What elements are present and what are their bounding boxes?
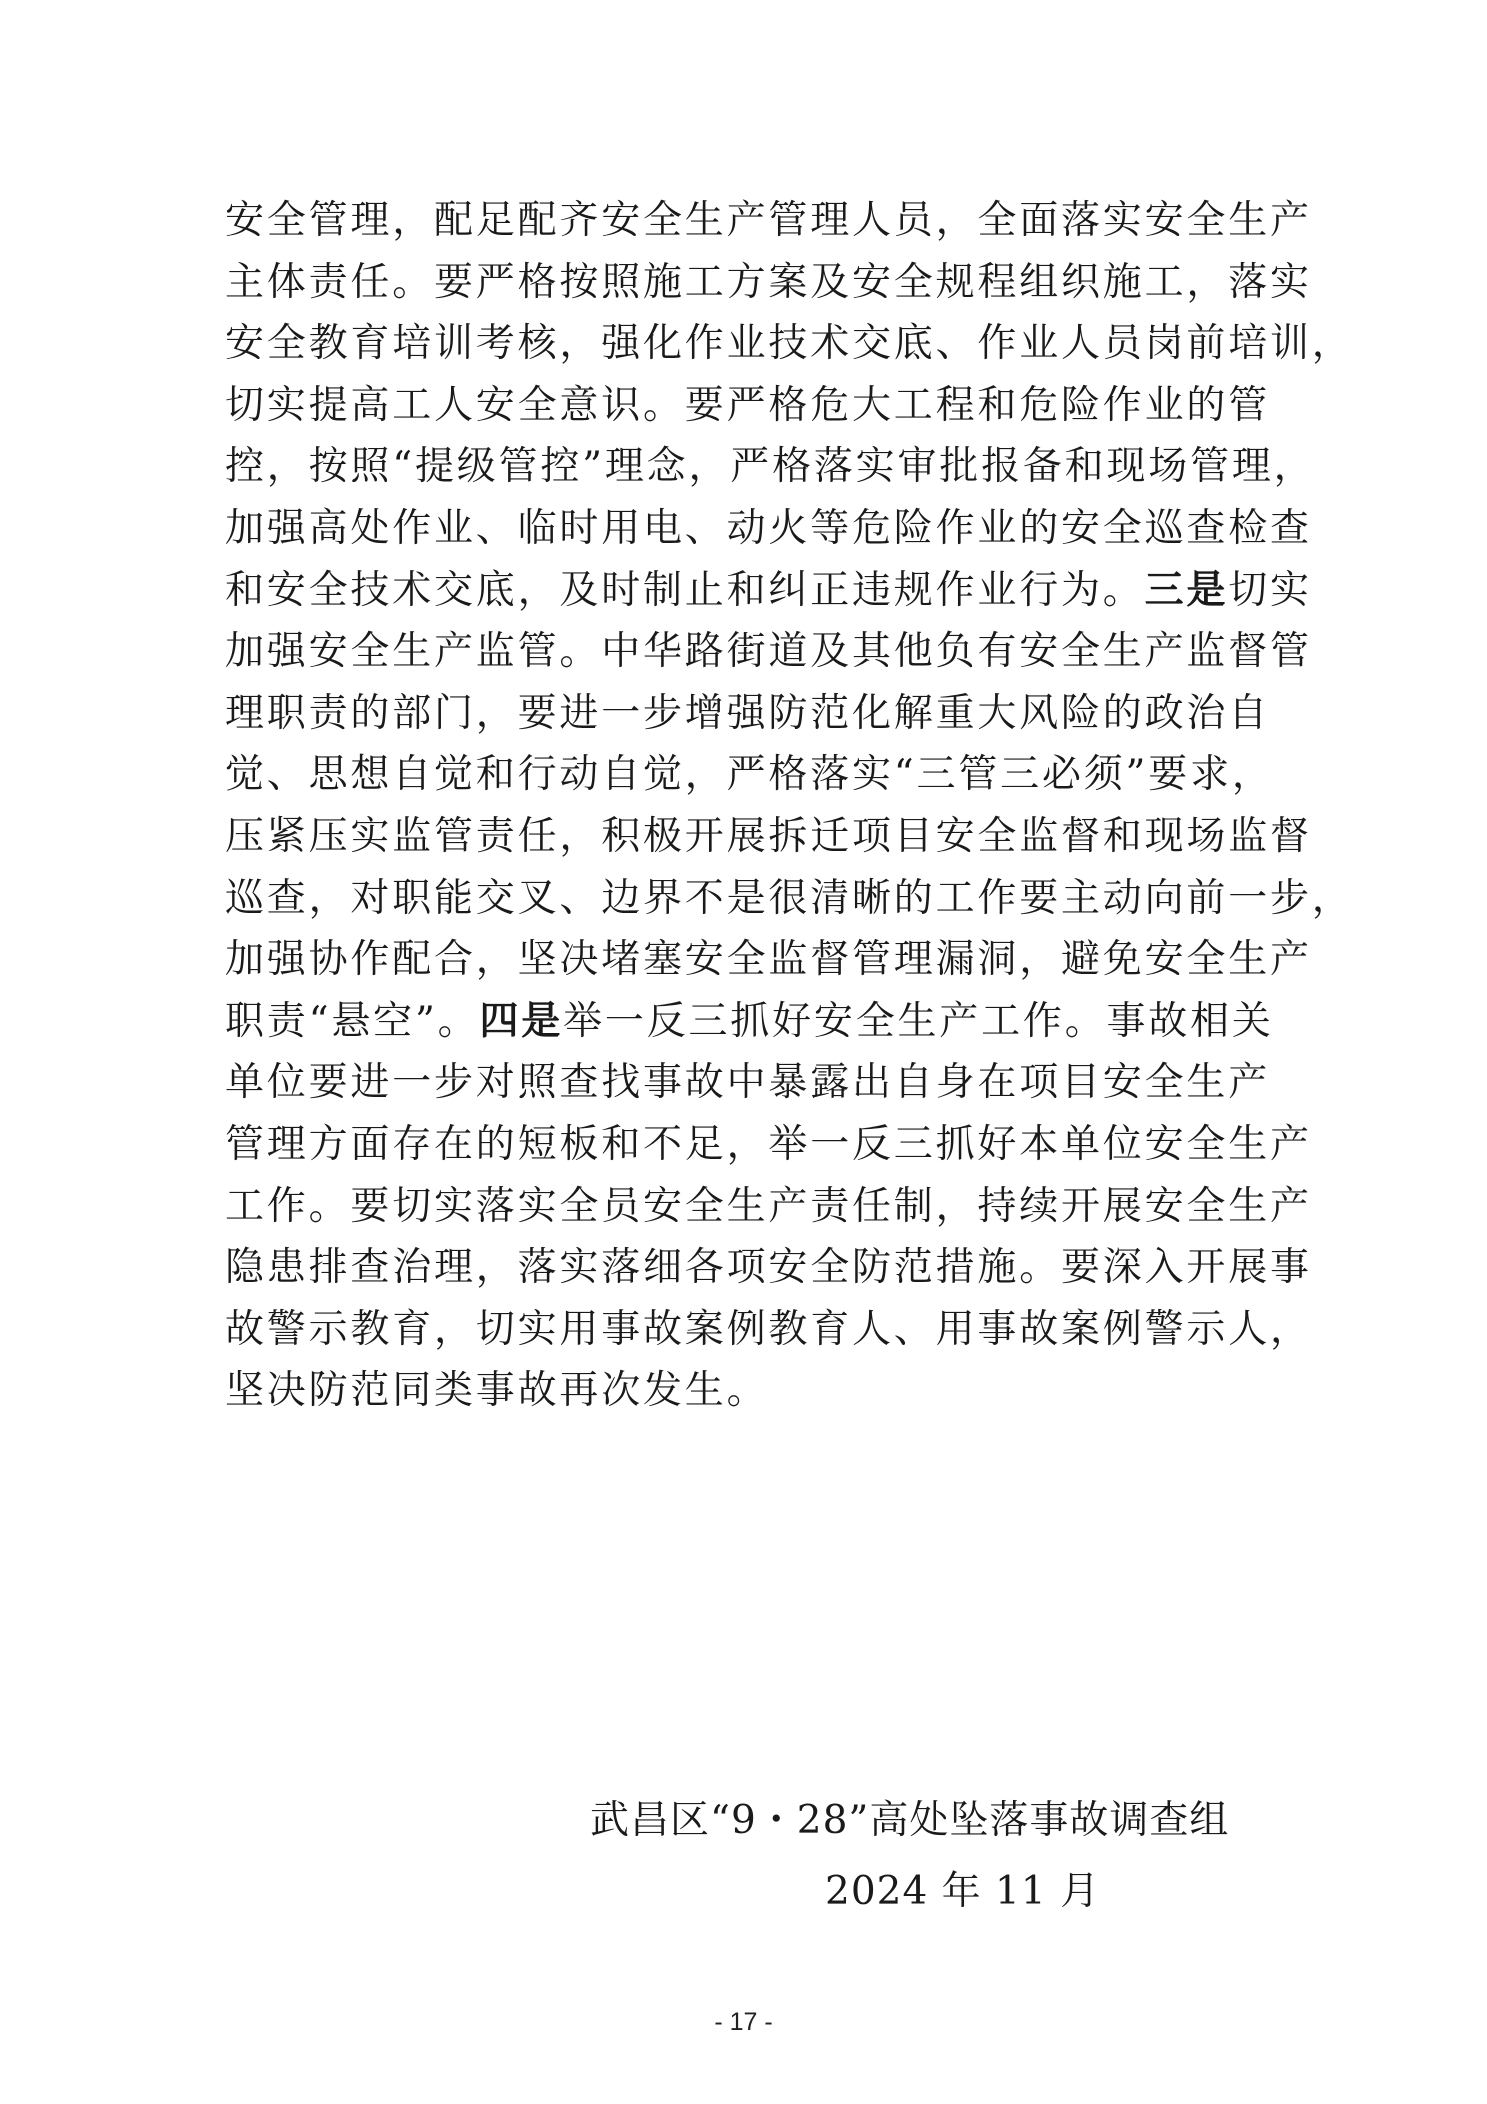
text-run: 单位要进一步对照查找事故中暴露出自身在项目安全生产 (225, 1060, 1271, 1106)
text-line (225, 190, 1312, 252)
text-line (225, 498, 1312, 560)
text-line (225, 991, 1274, 1053)
text-run: 安全教育培训考核，强化作业技术交底、作业人员岗前培训， (225, 321, 1354, 367)
text-run: 巡查，对职能交叉、边界不是很清晰的工作要主动向前一步， (225, 875, 1354, 921)
text-run: 加强协作配合，坚决堵塞安全监督管理漏洞，避免安全生产 (225, 937, 1312, 983)
text-run: 隐患排查治理，落实落细各项安全防范措施。要深入开展事 (225, 1245, 1312, 1291)
signature-block (590, 1790, 1270, 1914)
text-run: 举一反三抓好安全生产工作。事故相关 (563, 998, 1274, 1044)
text-line (225, 1237, 1312, 1299)
text-run: 安全管理，配足配齐安全生产管理人员，全面落实安全生产 (225, 198, 1312, 243)
text-line (225, 252, 1312, 314)
text-line (225, 683, 1271, 745)
text-run: 故警示教育，切实用事故案例教育人、用事故案例警示人， (225, 1306, 1312, 1352)
text-run: 觉、思想自觉和行动自觉，严格落实“三管三必须”要求， (225, 752, 1274, 798)
text-run: 加强高处作业、临时用电、动火等危险作业的安全巡查检查 (225, 505, 1312, 551)
text-line (225, 621, 1312, 683)
text-line (225, 1114, 1312, 1176)
text-line (225, 313, 1354, 375)
text-run: 职责“悬空”。 (225, 998, 480, 1044)
bold-phrase: 四是 (479, 998, 564, 1044)
text-line (225, 1299, 1312, 1361)
text-line (225, 1360, 1265, 1422)
text-run: 理职责的部门，要进一步增强防范化解重大风险的政治自 (225, 690, 1271, 736)
text-line (225, 560, 1312, 622)
text-run: 和安全技术交底，及时制止和纠正违规作业行为。 (225, 567, 1145, 613)
text-line (225, 929, 1312, 991)
signature-organization: 武昌区“9・28”高处坠落事故调查组 (590, 1798, 1230, 1843)
text-run: 压紧压实监管责任，积极开展拆迁项目安全监督和现场监督 (225, 813, 1312, 859)
text-run: 工作。要切实落实全员安全生产责任制，持续开展安全生产 (225, 1183, 1312, 1229)
text-run: 控，按照“提级管控”理念，严格落实审批报备和现场管理， (225, 444, 1316, 490)
text-line (225, 375, 1271, 437)
bold-phrase: 三是 (1144, 567, 1229, 613)
text-run: 切实 (1228, 567, 1312, 613)
text-run: 加强安全生产监管。中华路街道及其他负有安全生产监督管 (225, 629, 1312, 675)
signature-date: 2024 年 11 月 (825, 1869, 1101, 1914)
text-run: 管理方面存在的短板和不足，举一反三抓好本单位安全生产 (225, 1121, 1312, 1167)
text-line (225, 868, 1354, 930)
text-run: 坚决防范同类事故再次发生。 (225, 1368, 769, 1414)
text-line (225, 806, 1312, 868)
text-line (225, 436, 1316, 498)
text-line (225, 1052, 1271, 1114)
text-line (225, 1176, 1312, 1238)
body-text (225, 190, 1354, 1422)
text-run: 主体责任。要严格按照施工方案及安全规程组织施工，落实 (225, 259, 1312, 305)
page-number: - 17 - (714, 2008, 773, 2036)
text-line (225, 744, 1274, 806)
text-run: 切实提高工人安全意识。要严格危大工程和危险作业的管 (225, 382, 1271, 428)
